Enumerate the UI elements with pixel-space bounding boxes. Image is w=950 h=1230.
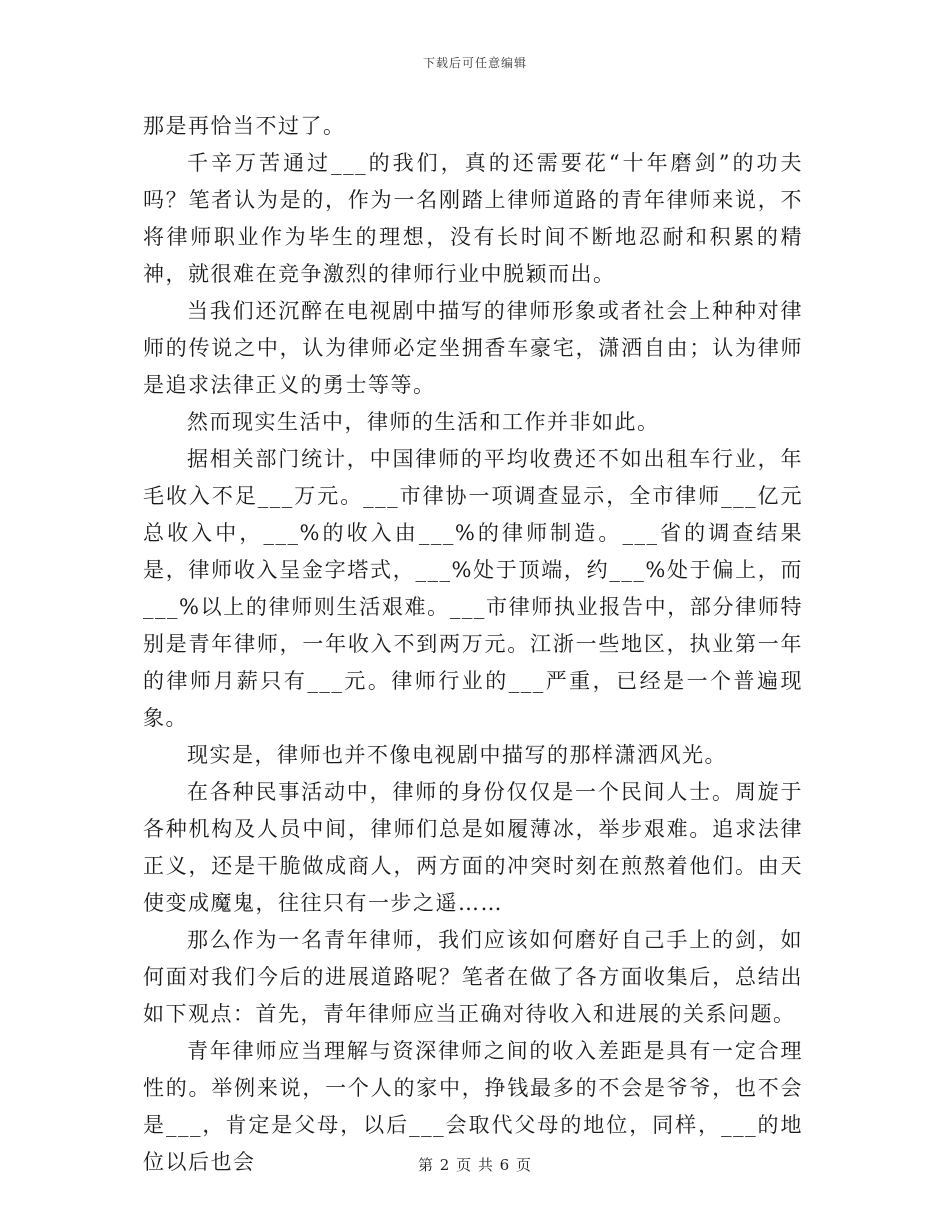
paragraph: 现实是，律师也并不像电视剧中描写的那样潇洒风光。 — [187, 743, 727, 767]
paragraph: 千辛万苦通过___的我们，真的还需要花“十年磨剑”的功夫吗？笔者认为是的，作为一名刚踏上律师道路的青年律师来说，不将律师职业作为毕生的理想，没有长时间不断地忍耐和积累的精神，就很难在竞争激烈的律师行业中脱颖而出。 — [143, 151, 803, 286]
paragraph: 然而现实生活中，律师的生活和工作并非如此。 — [187, 410, 660, 434]
page-header-note: 下载后可任意编辑 — [422, 56, 527, 70]
paragraph-continuation: 那是再恰当不过了。 — [143, 114, 346, 138]
paragraph: 那么作为一名青年律师，我们应该如何磨好自己手上的剑，如何面对我们今后的进展道路呢？笔者在做了各方面收集后，总结出如下观点：首先，青年律师应当正确对待收入和进展的关系问题。 — [143, 928, 803, 1026]
paragraph: 据相关部门统计，中国律师的平均收费还不如出租车行业，年毛收入不足___万元。___市律协一项调查显示，全市律师___亿元总收入中，___%的收入由___%的律师制造。___省的调查结果是，律师收入呈金字塔式，___%处于顶端，约___%处于偏上，而___%以上的律师则生活艰难。___市律师执业报告中，部分律师特别是青年律师，一年收入不到两万元。江浙一些地区，执业第一年的律师月薪只有___元。律师行业的___严重，已经是一个普遍现象。 — [143, 447, 804, 730]
paragraph: 青年律师应当理解与资深律师之间的收入差距是具有一定合理性的。举例来说，一个人的家中，挣钱最多的不会是爷爷，也不会是___，肯定是父母，以后___会取代父母的地位，同样，___的地位以后也会 — [143, 1039, 803, 1174]
document-body — [143, 108, 803, 1181]
page-number: 第 2 页 共 6 页 — [418, 1156, 532, 1174]
paragraph: 当我们还沉醉在电视剧中描写的律师形象或者社会上种种对律师的传说之中，认为律师必定坐拥香车豪宅，潇洒自由；认为律师是追求法律正义的勇士等等。 — [143, 299, 803, 397]
paragraph: 在各种民事活动中，律师的身份仅仅是一个民间人士。周旋于各种机构及人员中间，律师们总是如履薄冰，举步艰难。追求法律正义，还是干脆做成商人，两方面的冲突时刻在煎熬着他们。由天使变成魔鬼，往往只有一步之遥…… — [143, 780, 803, 915]
